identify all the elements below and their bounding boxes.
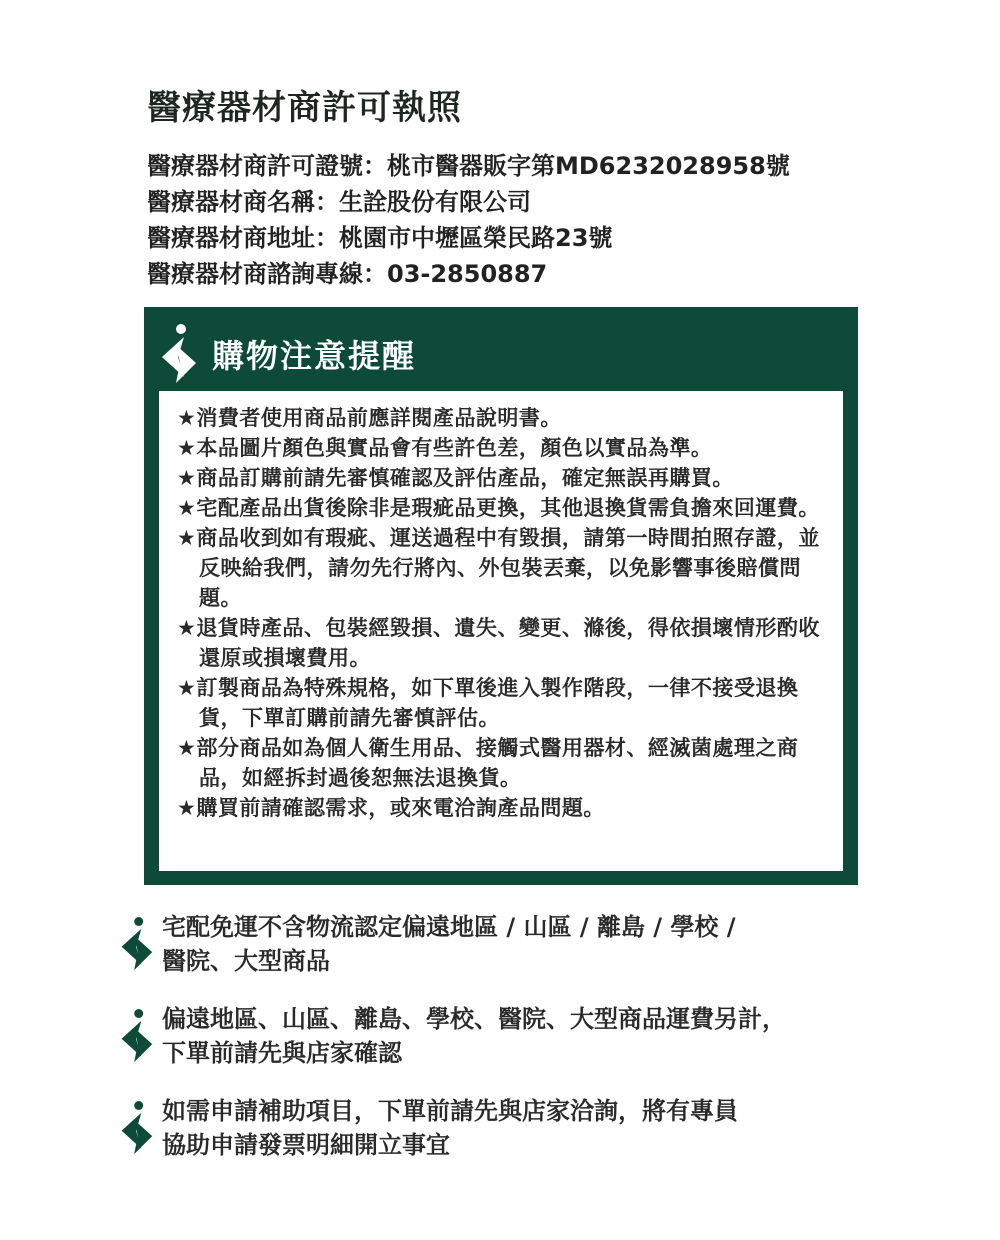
notice-rule: ★商品收到如有瑕疵、運送過程中有毀損，請第一時間拍照存證，並反映給我們，請勿先行將內、外包裝丟棄，以免影響事後賠償問題。: [177, 526, 820, 610]
license-number: 醫療器材商許可證號：桃市醫器販字第MD6232028958號: [147, 152, 790, 180]
info-text: [162, 910, 902, 978]
license-info: [147, 148, 790, 292]
info-line: 下單前請先與店家確認: [162, 1039, 402, 1067]
notice-rule: ★部分商品如為個人衛生用品、接觸式醫用器材、經滅菌處理之商品，如經拆封過後恕無法退換貨。: [177, 736, 799, 790]
notice-rule: ★宅配產品出貨後除非是瑕疵品更換，其他退換貨需負擔來回運費。: [177, 496, 820, 520]
notice-rule: ★退貨時產品、包裝經毀損、遺失、變更、滌後，得依損壞情形酌收還原或損壞費用。: [177, 616, 820, 670]
brand-logo-icon: [118, 914, 154, 974]
info-line: 協助申請發票明細開立事宜: [162, 1131, 450, 1159]
notice-rule: ★購買前請確認需求，或來電洽詢產品問題。: [177, 796, 605, 820]
info-line: 偏遠地區、山區、離島、學校、醫院、大型商品運費另計，: [162, 1005, 786, 1033]
notice-header: [158, 319, 416, 389]
info-item-remote-fees: [118, 1002, 902, 1070]
brand-logo-icon: [118, 1098, 154, 1158]
notice-rule: ★消費者使用商品前應詳閱產品說明書。: [177, 406, 562, 430]
company-name: 醫療器材商名稱：生詮股份有限公司: [147, 188, 531, 216]
info-item-shipping: [118, 910, 902, 978]
brand-logo-icon: [118, 1006, 154, 1066]
info-line: 醫院、大型商品: [162, 947, 330, 975]
company-address: 醫療器材商地址：桃園市中壢區榮民路23號: [147, 224, 613, 252]
brand-logo-icon: [158, 323, 198, 385]
notice-rules: [159, 391, 843, 871]
page-title: 醫療器材商許可執照: [147, 88, 462, 128]
info-text: [162, 1094, 902, 1162]
info-line: 如需申請補助項目，下單前請先與店家洽詢，將有專員: [162, 1097, 738, 1125]
info-text: [162, 1002, 902, 1070]
notice-rule: ★商品訂購前請先審慎確認及評估產品，確定無誤再購買。: [177, 466, 734, 490]
info-line: 宅配免運不含物流認定偏遠地區 / 山區 / 離島 / 學校 /: [162, 913, 736, 941]
notice-rule: ★本品圖片顏色與實品會有些許色差，顏色以實品為準。: [177, 436, 713, 460]
notice-rule: ★訂製商品為特殊規格，如下單後進入製作階段，一律不接受退換貨，下單訂購前請先審慎評估。: [177, 676, 799, 730]
shopping-notice: [144, 307, 858, 885]
notice-title: 購物注意提醒: [212, 337, 417, 375]
info-item-subsidy: [118, 1094, 902, 1162]
consult-hotline: 醫療器材商諮詢專線：03-2850887: [147, 260, 548, 288]
